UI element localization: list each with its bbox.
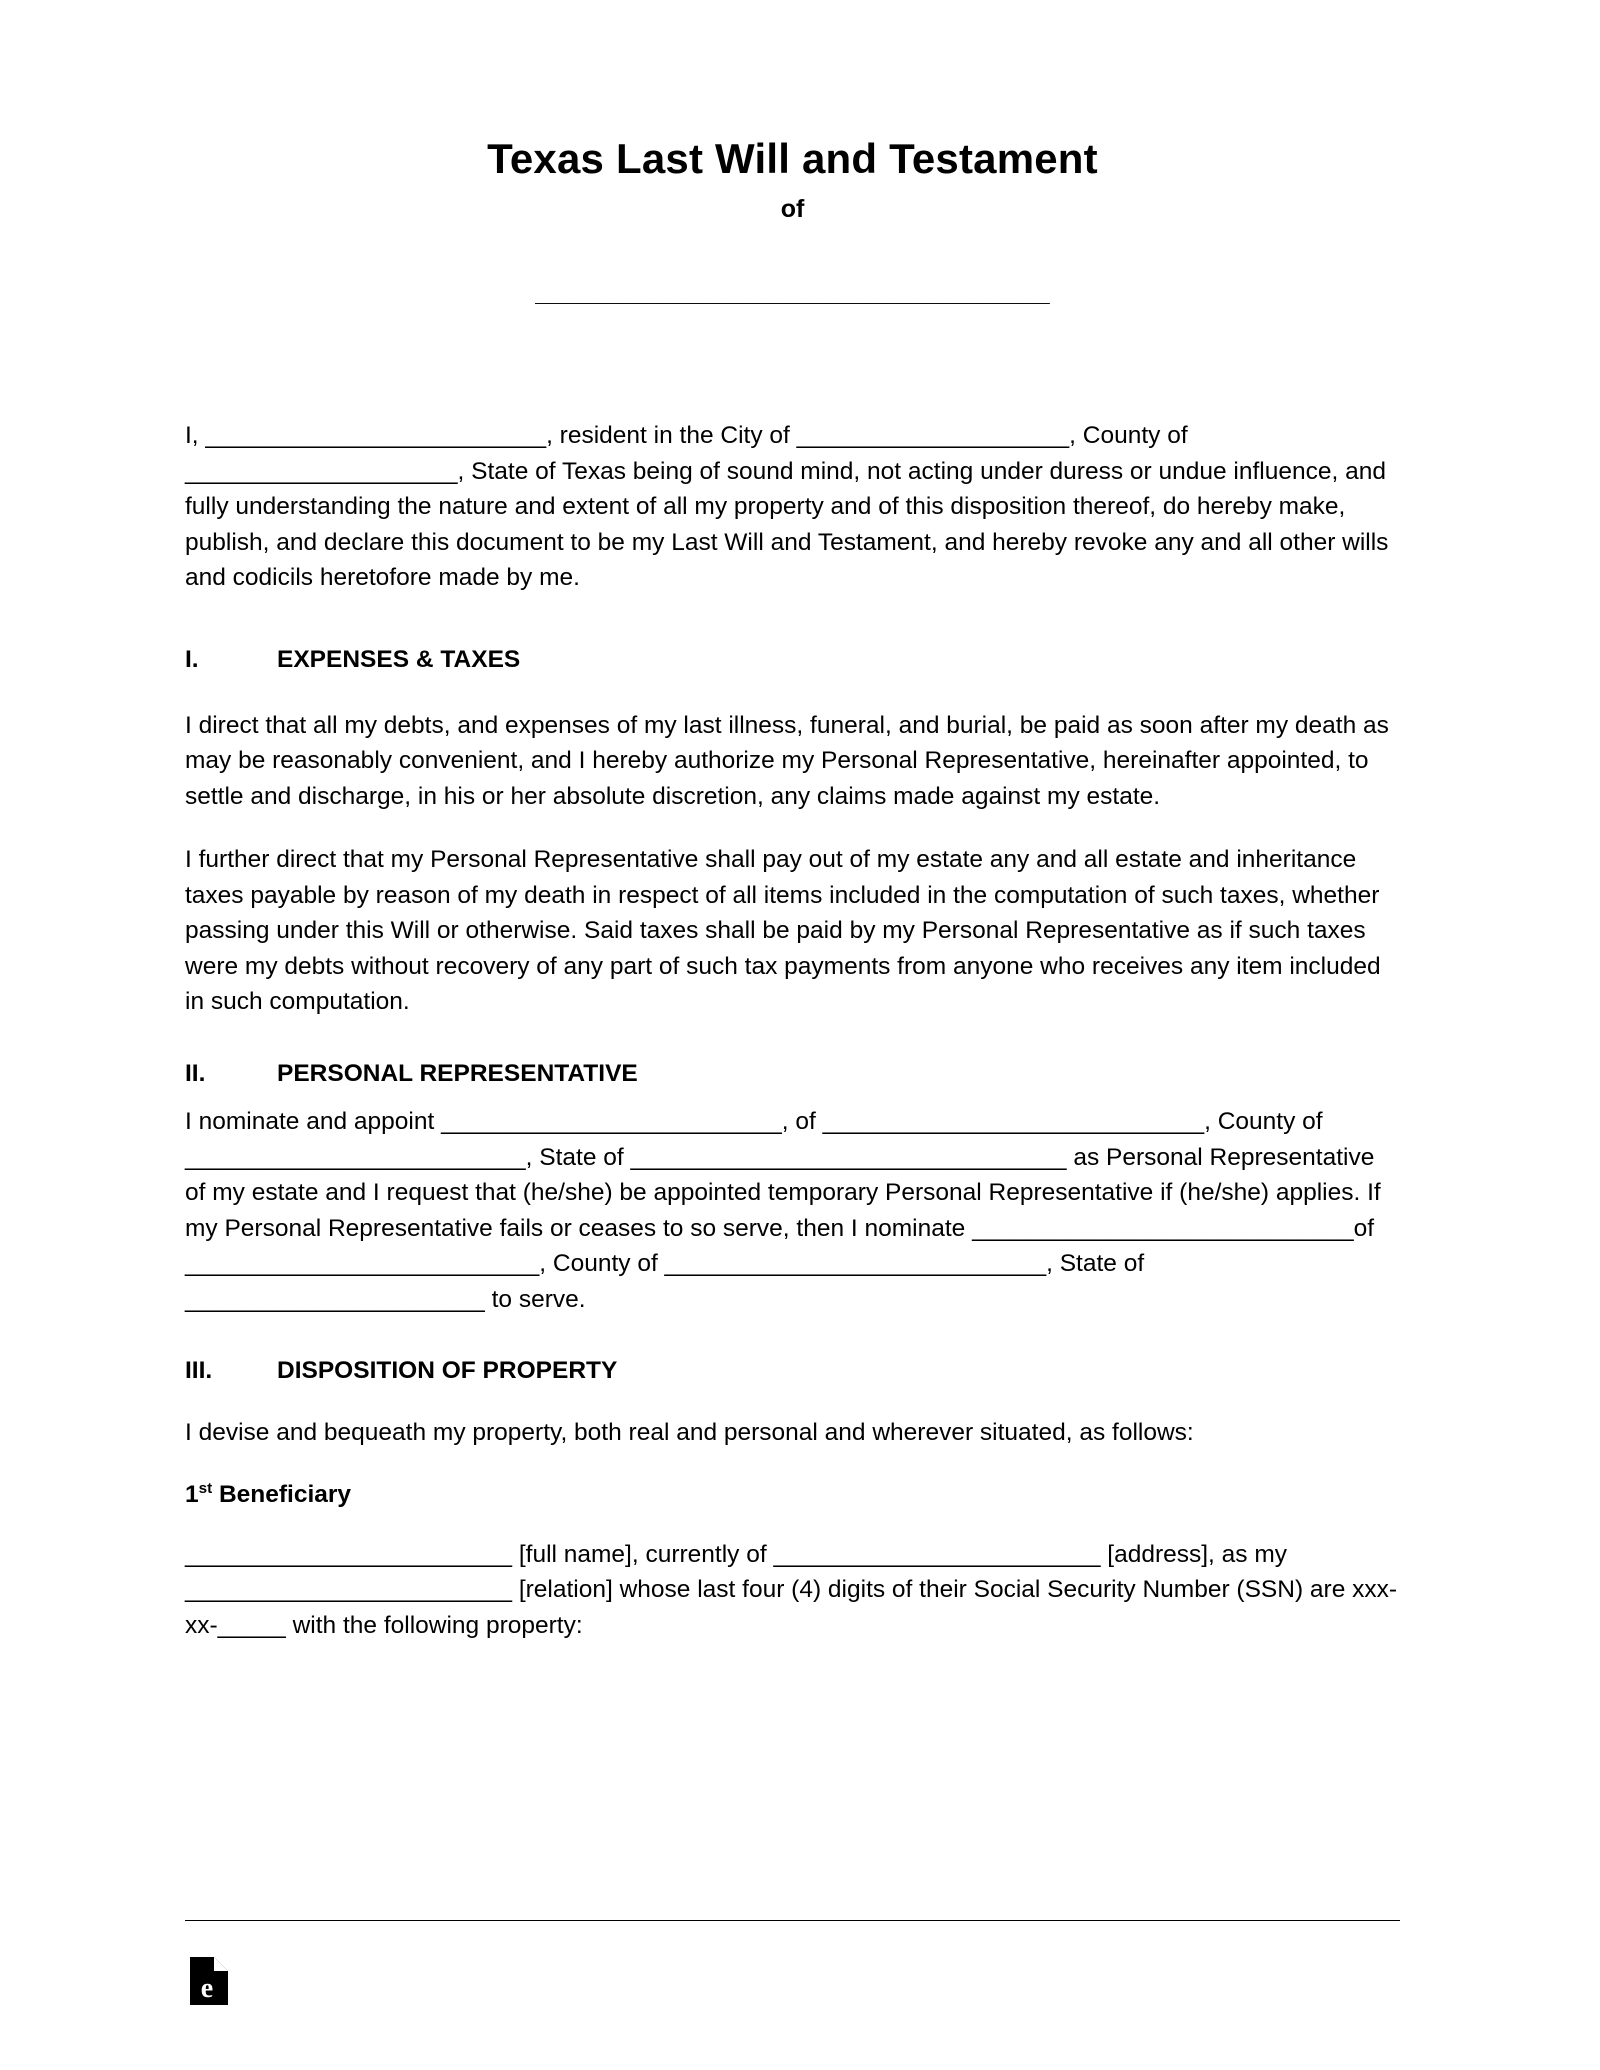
expenses-paragraph-1: I direct that all my debts, and expenses of my last illness, funeral, and burial, be paid as soon after my death as may be reasonably convenient, and I hereby authorize my Personal Representative, hereinafter appointed, to settle and discharge, in his or her absolute discretion, any claims made against my estate. [185,711,1389,810]
beneficiary-ordinal: 1 [185,1480,199,1508]
svg-text:e: e [200,1973,214,2004]
section-heading-disposition-of-property [185,1357,1400,1385]
section-title: EXPENSES & TAXES [277,645,521,673]
section-heading-expenses-taxes [185,646,1400,674]
disposition-paragraph: I devise and bequeath my property, both real and personal and wherever situated, as follows: [185,1419,1194,1447]
testator-name-blank[interactable]: _____________________________________ [535,279,1050,308]
beneficiary-paragraph: ________________________ [full name], currently of ________________________ [address], as my ________________________ [relation] whose last four (4) digits of their Social Security Number (SSN) are xxx-xx-_____ with the following property: [185,1540,1398,1639]
testator-name-line-wrapper [185,224,1400,308]
section-heading-personal-representative [185,1060,1400,1088]
section-numeral: II. [185,1060,206,1087]
beneficiary-ordinal-suffix: st [198,1479,213,1497]
section-numeral: I. [185,645,199,673]
expenses-paragraph-2: I further direct that my Personal Representative shall pay out of my estate any and all estate and inheritance taxes payable by reason of my death in respect of all items included in the computation of such taxes, whether passing under this Will or otherwise. Said taxes shall be paid by my Personal Representative as if such taxes were my debts without recovery of any part of such tax payments from anyone who receives any item included in such computation. [185,846,1381,1016]
footer-divider [185,1920,1400,1921]
document-content [185,0,1400,1643]
page-title: Texas Last Will and Testament [487,135,1098,182]
eforms-logo [188,1955,230,2007]
section-title: DISPOSITION OF PROPERTY [277,1357,618,1385]
title-of-label: of [780,195,805,224]
beneficiary-label: Beneficiary [212,1480,352,1508]
intro-paragraph: I, _________________________, resident in the City of ____________________, County of ____________________, State of Texas being of sound mind, not acting under duress or undue influence, and fully understanding the nature and extent of all my property and of this disposition thereof, do hereby make, publish, and declare this document to be my Last Will and Testament, and hereby revoke any and all other wills and codicils heretofore made by me. [185,422,1389,592]
beneficiary-heading [185,1481,1400,1509]
personal-representative-paragraph: I nominate and appoint _________________________, of ____________________________, County of _________________________, State of ________________________________ as Personal Representative of my estate and I request that (he/she) be appointed temporary Personal Representative if (he/she) applies. If my Personal Representative fails or ceases to so serve, then I nominate ____________________________of __________________________, County of ____________________________, State of ______________________ to serve. [185,1108,1381,1313]
section-numeral: III. [185,1357,213,1385]
section-title: PERSONAL REPRESENTATIVE [277,1060,638,1087]
